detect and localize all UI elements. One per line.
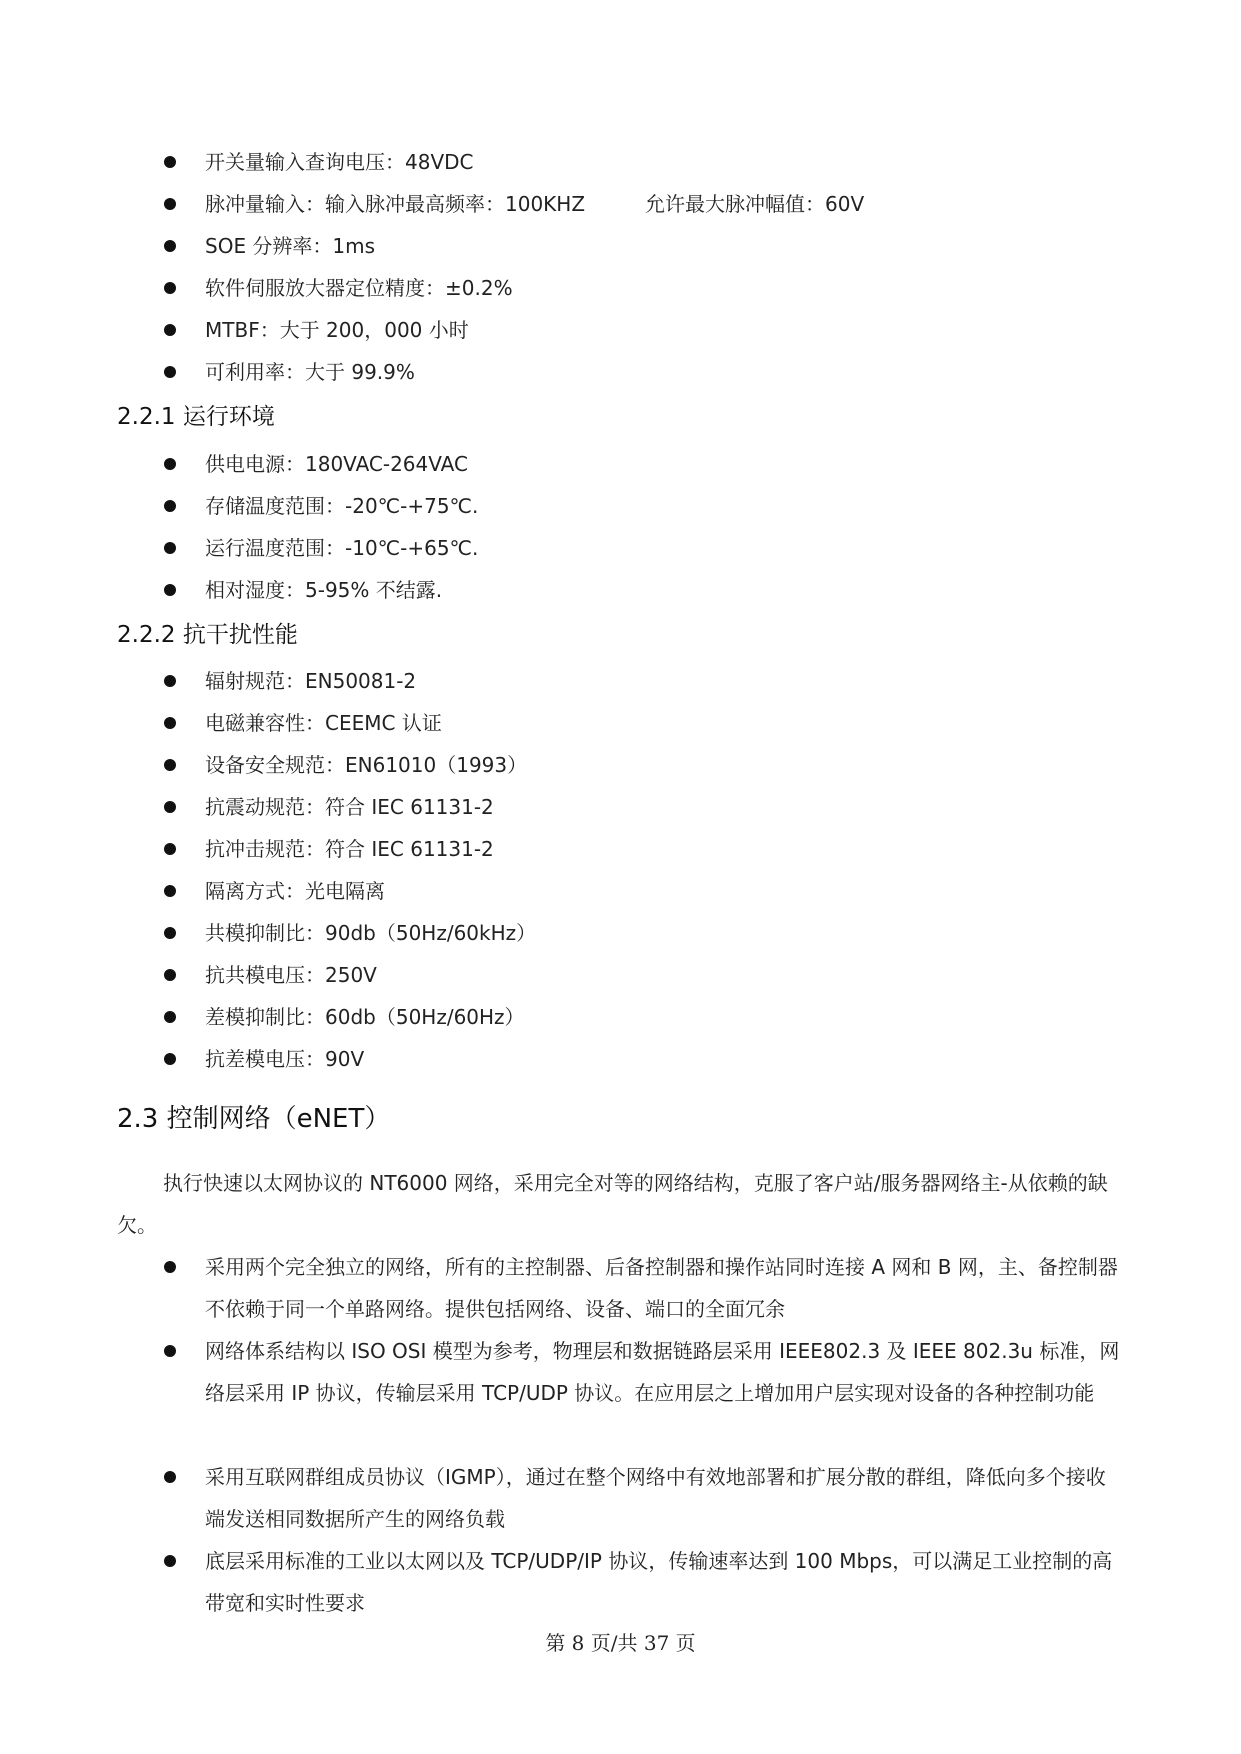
list-item-text: 运行温度范围：-10℃-+65℃. — [205, 536, 479, 560]
list-item-text: 底层采用标准的工业以太网以及 TCP/UDP/IP 协议，传输速率达到 100 Mbps，可以满足工业控制的高带宽和实时性要求 — [205, 1549, 1113, 1615]
page-footer: 第 8 页/共 37 页 — [545, 1631, 696, 1655]
bullet-icon — [164, 500, 176, 512]
list-item — [205, 660, 1125, 702]
list-item — [205, 443, 1125, 485]
bullet-icon — [164, 969, 176, 981]
list-item — [205, 1038, 1125, 1080]
bullet-icon — [164, 927, 176, 939]
list-item — [205, 485, 1125, 527]
bullet-icon — [164, 282, 176, 294]
bullet-icon — [164, 198, 176, 210]
list-item — [205, 183, 1125, 225]
bullet-icon — [164, 542, 176, 554]
bullet-icon — [164, 885, 176, 897]
list-item — [205, 1456, 1125, 1540]
list-item — [205, 912, 1125, 954]
list-item — [205, 1246, 1125, 1330]
list-item — [205, 996, 1125, 1038]
bullet-icon — [164, 1471, 176, 1483]
bullet-icon — [164, 240, 176, 252]
bullet-icon — [164, 717, 176, 729]
list-item-text: SOE 分辨率：1ms — [205, 234, 376, 258]
bullet-icon — [164, 156, 176, 168]
list-item-text: 脉冲量输入：输入脉冲最高频率：100KHZ 允许最大脉冲幅值：60V — [205, 192, 865, 216]
list-item-text: 电磁兼容性：CEEMC 认证 — [205, 711, 442, 735]
bullet-icon — [164, 843, 176, 855]
list-item-text: 相对湿度：5-95% 不结露. — [205, 578, 443, 602]
bullet-icon — [164, 324, 176, 336]
bullet-icon — [164, 801, 176, 813]
list-item — [205, 225, 1125, 267]
list-item-text: 存储温度范围：-20℃-+75℃. — [205, 494, 479, 518]
section-heading: 2.2.2 抗干扰性能 — [117, 622, 298, 648]
list-item — [205, 309, 1125, 351]
list-item-text: 抗震动规范：符合 IEC 61131-2 — [205, 795, 494, 819]
bullet-icon — [164, 1555, 176, 1567]
list-item-text: 辐射规范：EN50081-2 — [205, 669, 417, 693]
intro-paragraph: 执行快速以太网协议的 NT6000 网络，采用完全对等的网络结构，克服了客户站/服务器网络主-从依赖的缺欠。 — [117, 1171, 1108, 1237]
bullet-icon — [164, 366, 176, 378]
list-item-text: 软件伺服放大器定位精度：±0.2% — [205, 276, 513, 300]
list-item — [205, 1540, 1125, 1624]
list-item-text: 抗冲击规范：符合 IEC 61131-2 — [205, 837, 494, 861]
list-item — [205, 351, 1125, 393]
list-item — [205, 828, 1125, 870]
bullet-icon — [164, 458, 176, 470]
bullet-icon — [164, 584, 176, 596]
list-item — [205, 870, 1125, 912]
bullet-icon — [164, 1053, 176, 1065]
list-item — [205, 141, 1125, 183]
section-heading: 2.3 控制网络（eNET） — [117, 1104, 391, 1134]
bullet-icon — [164, 675, 176, 687]
list-item-text: 采用互联网群组成员协议（IGMP），通过在整个网络中有效地部署和扩展分散的群组，降低向多个接收端发送相同数据所产生的网络负载 — [205, 1465, 1106, 1531]
list-item-text: 网络体系结构以 ISO OSI 模型为参考，物理层和数据链路层采用 IEEE802.3 及 IEEE 802.3u 标准，网络层采用 IP 协议，传输层采用 TCP/UDP 协议。在应用层之上增加用户层实现对设备的各种控制功能 — [205, 1339, 1120, 1405]
bullet-icon — [164, 1261, 176, 1273]
list-item — [205, 954, 1125, 996]
bullet-icon — [164, 1011, 176, 1023]
list-item-text: 采用两个完全独立的网络，所有的主控制器、后备控制器和操作站同时连接 A 网和 B 网，主、备控制器不依赖于同一个单路网络。提供包括网络、设备、端口的全面冗余 — [205, 1255, 1118, 1321]
list-item-text: 可利用率：大于 99.9% — [205, 360, 415, 384]
list-item-text: MTBF：大于 200，000 小时 — [205, 318, 469, 342]
list-item-text: 供电电源：180VAC-264VAC — [205, 452, 468, 476]
section-heading: 2.2.1 运行环境 — [117, 404, 275, 430]
list-item — [205, 569, 1125, 611]
list-item — [205, 267, 1125, 309]
list-item — [205, 786, 1125, 828]
list-item-text: 差模抑制比：60db（50Hz/60Hz） — [205, 1005, 525, 1029]
list-item-text: 抗差模电压：90V — [205, 1047, 365, 1071]
list-item-text: 抗共模电压：250V — [205, 963, 377, 987]
list-item-text: 共模抑制比：90db（50Hz/60kHz） — [205, 921, 537, 945]
list-item — [205, 1330, 1125, 1414]
list-item — [205, 702, 1125, 744]
list-item — [205, 744, 1125, 786]
list-item — [205, 527, 1125, 569]
list-item-text: 开关量输入查询电压：48VDC — [205, 150, 474, 174]
bullet-icon — [164, 759, 176, 771]
list-item-text: 设备安全规范：EN61010（1993） — [205, 753, 528, 777]
bullet-icon — [164, 1345, 176, 1357]
list-item-text: 隔离方式：光电隔离 — [205, 879, 385, 903]
